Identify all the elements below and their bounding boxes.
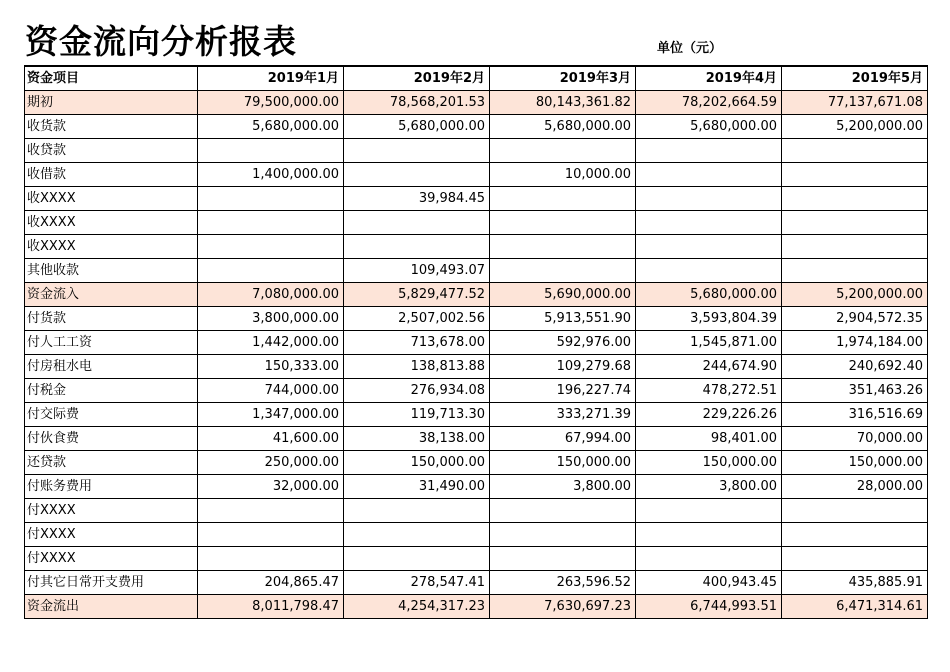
value-cell[interactable]: 109,493.07 bbox=[344, 259, 490, 283]
row-label-cell[interactable]: 付XXXX bbox=[25, 547, 198, 571]
row-label-cell[interactable]: 付XXXX bbox=[25, 499, 198, 523]
row-label-cell[interactable]: 收XXXX bbox=[25, 235, 198, 259]
value-cell[interactable] bbox=[344, 235, 490, 259]
value-cell[interactable]: 351,463.26 bbox=[782, 379, 928, 403]
value-cell[interactable] bbox=[782, 211, 928, 235]
value-cell[interactable] bbox=[344, 163, 490, 187]
value-cell[interactable]: 80,143,361.82 bbox=[490, 91, 636, 115]
value-cell[interactable]: 400,943.45 bbox=[636, 571, 782, 595]
value-cell[interactable] bbox=[490, 523, 636, 547]
value-cell[interactable] bbox=[344, 547, 490, 571]
value-cell[interactable] bbox=[636, 547, 782, 571]
value-cell[interactable]: 79,500,000.00 bbox=[198, 91, 344, 115]
row-label-cell[interactable]: 收XXXX bbox=[25, 211, 198, 235]
table-row bbox=[25, 139, 928, 163]
value-cell[interactable]: 3,593,804.39 bbox=[636, 307, 782, 331]
value-cell[interactable]: 150,000.00 bbox=[490, 451, 636, 475]
value-cell[interactable] bbox=[490, 259, 636, 283]
value-cell[interactable]: 744,000.00 bbox=[198, 379, 344, 403]
value-cell[interactable] bbox=[636, 163, 782, 187]
value-cell[interactable]: 6,744,993.51 bbox=[636, 595, 782, 619]
value-cell[interactable]: 276,934.08 bbox=[344, 379, 490, 403]
table-row bbox=[25, 475, 928, 499]
value-cell[interactable]: 78,568,201.53 bbox=[344, 91, 490, 115]
value-cell[interactable]: 3,800.00 bbox=[490, 475, 636, 499]
value-cell[interactable]: 77,137,671.08 bbox=[782, 91, 928, 115]
value-cell[interactable] bbox=[636, 187, 782, 211]
value-cell[interactable]: 7,080,000.00 bbox=[198, 283, 344, 307]
value-cell[interactable]: 316,516.69 bbox=[782, 403, 928, 427]
row-label-cell[interactable]: 收借款 bbox=[25, 163, 198, 187]
value-cell[interactable]: 150,000.00 bbox=[636, 451, 782, 475]
column-header-month[interactable]: 2019年3月 bbox=[490, 66, 636, 91]
value-cell[interactable] bbox=[636, 499, 782, 523]
table-row bbox=[25, 307, 928, 331]
value-cell[interactable]: 38,138.00 bbox=[344, 427, 490, 451]
row-label-cell[interactable]: 付人工工资 bbox=[25, 331, 198, 355]
value-cell[interactable]: 28,000.00 bbox=[782, 475, 928, 499]
value-cell[interactable] bbox=[490, 547, 636, 571]
value-cell[interactable]: 150,000.00 bbox=[782, 451, 928, 475]
table-row bbox=[25, 403, 928, 427]
value-cell[interactable] bbox=[782, 523, 928, 547]
value-cell[interactable] bbox=[636, 211, 782, 235]
table-row bbox=[25, 547, 928, 571]
value-cell[interactable] bbox=[782, 187, 928, 211]
value-cell[interactable] bbox=[198, 139, 344, 163]
value-cell[interactable] bbox=[198, 235, 344, 259]
value-cell[interactable] bbox=[344, 211, 490, 235]
table-row bbox=[25, 379, 928, 403]
value-cell[interactable]: 150,000.00 bbox=[344, 451, 490, 475]
row-label-cell[interactable]: 期初 bbox=[25, 91, 198, 115]
value-cell[interactable] bbox=[344, 499, 490, 523]
value-cell[interactable] bbox=[782, 235, 928, 259]
value-cell[interactable] bbox=[490, 499, 636, 523]
value-cell[interactable]: 713,678.00 bbox=[344, 331, 490, 355]
value-cell[interactable]: 1,974,184.00 bbox=[782, 331, 928, 355]
row-label-cell[interactable]: 付房租水电 bbox=[25, 355, 198, 379]
table-row bbox=[25, 115, 928, 139]
value-cell[interactable] bbox=[782, 163, 928, 187]
value-cell[interactable]: 39,984.45 bbox=[344, 187, 490, 211]
value-cell[interactable]: 4,254,317.23 bbox=[344, 595, 490, 619]
unit-label: 单位（元） bbox=[657, 41, 723, 56]
value-cell[interactable] bbox=[198, 547, 344, 571]
value-cell[interactable]: 5,680,000.00 bbox=[490, 115, 636, 139]
row-label-cell[interactable]: 资金流入 bbox=[25, 283, 198, 307]
column-header-month[interactable]: 2019年4月 bbox=[636, 66, 782, 91]
value-cell[interactable]: 138,813.88 bbox=[344, 355, 490, 379]
row-label-cell[interactable]: 付货款 bbox=[25, 307, 198, 331]
value-cell[interactable]: 5,680,000.00 bbox=[636, 115, 782, 139]
value-cell[interactable]: 5,690,000.00 bbox=[490, 283, 636, 307]
value-cell[interactable] bbox=[782, 139, 928, 163]
table-row bbox=[25, 259, 928, 283]
column-header-month[interactable]: 2019年5月 bbox=[782, 66, 928, 91]
value-cell[interactable]: 244,674.90 bbox=[636, 355, 782, 379]
cash-flow-table bbox=[24, 65, 928, 619]
value-cell[interactable] bbox=[636, 259, 782, 283]
value-cell[interactable] bbox=[198, 523, 344, 547]
report-title: 资金流向分析报表 bbox=[25, 22, 297, 61]
row-label-cell[interactable]: 收XXXX bbox=[25, 187, 198, 211]
value-cell[interactable]: 109,279.68 bbox=[490, 355, 636, 379]
value-cell[interactable] bbox=[782, 547, 928, 571]
value-cell[interactable]: 2,904,572.35 bbox=[782, 307, 928, 331]
row-label-cell[interactable]: 收货款 bbox=[25, 115, 198, 139]
value-cell[interactable]: 8,011,798.47 bbox=[198, 595, 344, 619]
table-row bbox=[25, 235, 928, 259]
row-label-cell[interactable]: 收贷款 bbox=[25, 139, 198, 163]
value-cell[interactable] bbox=[490, 211, 636, 235]
value-cell[interactable]: 478,272.51 bbox=[636, 379, 782, 403]
table-row bbox=[25, 571, 928, 595]
table-row bbox=[25, 355, 928, 379]
value-cell[interactable] bbox=[198, 259, 344, 283]
value-cell[interactable]: 250,000.00 bbox=[198, 451, 344, 475]
value-cell[interactable] bbox=[782, 499, 928, 523]
value-cell[interactable] bbox=[344, 523, 490, 547]
value-cell[interactable]: 263,596.52 bbox=[490, 571, 636, 595]
row-label-cell[interactable]: 付其它日常开支费用 bbox=[25, 571, 198, 595]
value-cell[interactable]: 435,885.91 bbox=[782, 571, 928, 595]
value-cell[interactable]: 31,490.00 bbox=[344, 475, 490, 499]
value-cell[interactable] bbox=[198, 187, 344, 211]
value-cell[interactable]: 119,713.30 bbox=[344, 403, 490, 427]
table-row bbox=[25, 163, 928, 187]
value-cell[interactable] bbox=[636, 235, 782, 259]
value-cell[interactable]: 78,202,664.59 bbox=[636, 91, 782, 115]
value-cell[interactable]: 10,000.00 bbox=[490, 163, 636, 187]
value-cell[interactable]: 5,200,000.00 bbox=[782, 115, 928, 139]
row-label-cell[interactable]: 付账务费用 bbox=[25, 475, 198, 499]
value-cell[interactable]: 5,200,000.00 bbox=[782, 283, 928, 307]
value-cell[interactable]: 1,545,871.00 bbox=[636, 331, 782, 355]
table-row bbox=[25, 283, 928, 307]
value-cell[interactable]: 70,000.00 bbox=[782, 427, 928, 451]
value-cell[interactable] bbox=[490, 187, 636, 211]
table-row bbox=[25, 451, 928, 475]
value-cell[interactable]: 278,547.41 bbox=[344, 571, 490, 595]
table-row bbox=[25, 91, 928, 115]
value-cell[interactable]: 41,600.00 bbox=[198, 427, 344, 451]
value-cell[interactable]: 196,227.74 bbox=[490, 379, 636, 403]
row-label-cell[interactable]: 其他收款 bbox=[25, 259, 198, 283]
value-cell[interactable]: 1,442,000.00 bbox=[198, 331, 344, 355]
table-row bbox=[25, 427, 928, 451]
value-cell[interactable] bbox=[490, 139, 636, 163]
column-header-month[interactable]: 2019年2月 bbox=[344, 66, 490, 91]
value-cell[interactable] bbox=[198, 211, 344, 235]
value-cell[interactable]: 1,400,000.00 bbox=[198, 163, 344, 187]
value-cell[interactable]: 5,680,000.00 bbox=[344, 115, 490, 139]
value-cell[interactable]: 3,800,000.00 bbox=[198, 307, 344, 331]
value-cell[interactable]: 32,000.00 bbox=[198, 475, 344, 499]
value-cell[interactable]: 2,507,002.56 bbox=[344, 307, 490, 331]
value-cell[interactable] bbox=[344, 139, 490, 163]
table-row bbox=[25, 499, 928, 523]
table-header-row bbox=[25, 66, 928, 91]
value-cell[interactable]: 592,976.00 bbox=[490, 331, 636, 355]
table-row bbox=[25, 523, 928, 547]
value-cell[interactable]: 1,347,000.00 bbox=[198, 403, 344, 427]
row-label-cell[interactable]: 付伙食费 bbox=[25, 427, 198, 451]
row-label-cell[interactable]: 付税金 bbox=[25, 379, 198, 403]
value-cell[interactable]: 204,865.47 bbox=[198, 571, 344, 595]
table-row bbox=[25, 211, 928, 235]
row-label-cell[interactable]: 付XXXX bbox=[25, 523, 198, 547]
value-cell[interactable]: 229,226.26 bbox=[636, 403, 782, 427]
value-cell[interactable]: 5,913,551.90 bbox=[490, 307, 636, 331]
column-header-item[interactable]: 资金项目 bbox=[25, 66, 198, 91]
table-row bbox=[25, 187, 928, 211]
row-label-cell[interactable]: 资金流出 bbox=[25, 595, 198, 619]
value-cell[interactable] bbox=[490, 235, 636, 259]
value-cell[interactable]: 5,680,000.00 bbox=[636, 283, 782, 307]
value-cell[interactable]: 5,829,477.52 bbox=[344, 283, 490, 307]
table-row bbox=[25, 331, 928, 355]
value-cell[interactable] bbox=[636, 523, 782, 547]
column-header-month[interactable]: 2019年1月 bbox=[198, 66, 344, 91]
row-label-cell[interactable]: 还贷款 bbox=[25, 451, 198, 475]
value-cell[interactable]: 98,401.00 bbox=[636, 427, 782, 451]
value-cell[interactable] bbox=[636, 139, 782, 163]
value-cell[interactable]: 67,994.00 bbox=[490, 427, 636, 451]
value-cell[interactable] bbox=[198, 499, 344, 523]
value-cell[interactable]: 240,692.40 bbox=[782, 355, 928, 379]
value-cell[interactable]: 333,271.39 bbox=[490, 403, 636, 427]
value-cell[interactable]: 3,800.00 bbox=[636, 475, 782, 499]
value-cell[interactable]: 5,680,000.00 bbox=[198, 115, 344, 139]
table-row bbox=[25, 595, 928, 619]
value-cell[interactable]: 150,333.00 bbox=[198, 355, 344, 379]
value-cell[interactable] bbox=[782, 259, 928, 283]
value-cell[interactable]: 6,471,314.61 bbox=[782, 595, 928, 619]
value-cell[interactable]: 7,630,697.23 bbox=[490, 595, 636, 619]
row-label-cell[interactable]: 付交际费 bbox=[25, 403, 198, 427]
